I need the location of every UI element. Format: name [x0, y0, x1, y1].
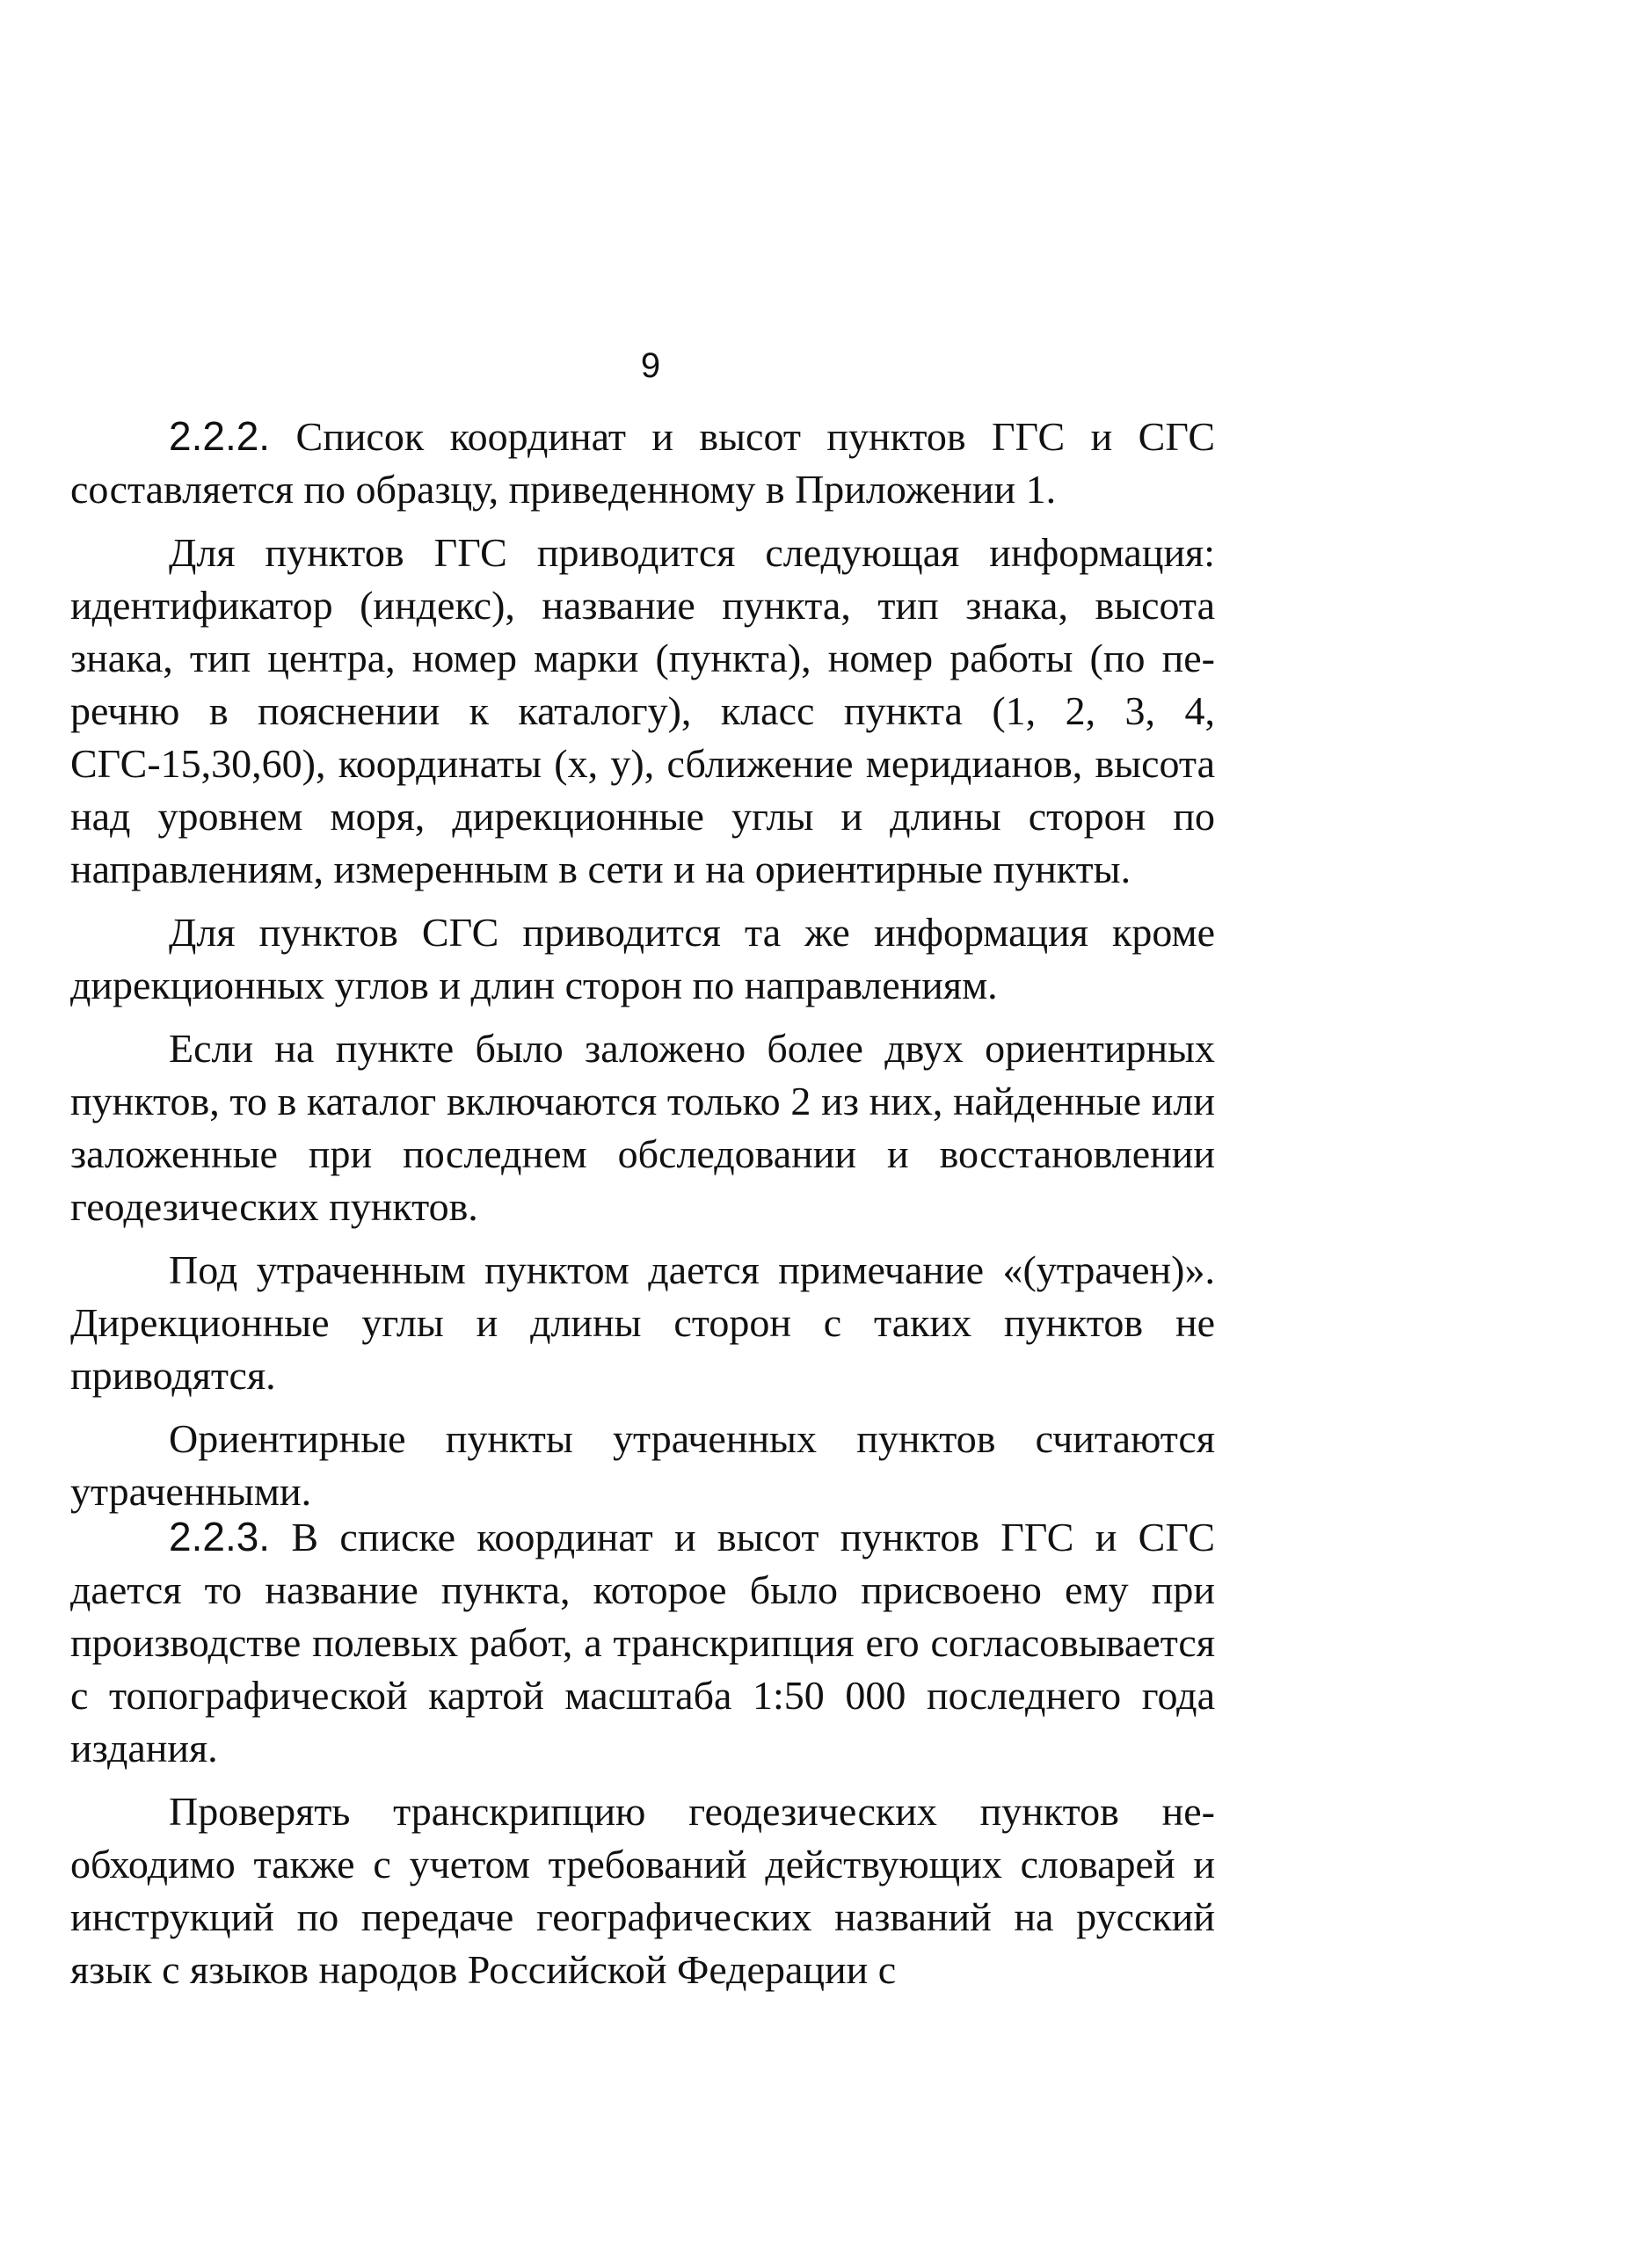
- page-number: 9: [640, 346, 661, 385]
- paragraph: Если на пункте было заложено более двух ориентирных пунктов, то в каталог включаются только 2 из них, найденные или заложенные при последнем обследовании и восстановлении геодезических пунктов.: [70, 1026, 1215, 1229]
- section-2-2-3: [70, 1510, 1215, 2007]
- section-number: 2.2.3.: [169, 1514, 271, 1559]
- paragraph-text: В списке координат и высот пунктов ГГС и СГС дается то название пункта, которое было присвоено ему при производстве полевых работ, а транскрипция его согласовывается с топографической картой масштаба 1:50 000 последнего года издания.: [70, 1515, 1216, 1770]
- paragraph: Для пунктов СГС приводится та же информация кроме дирекционных углов и длин сторон по направлениям.: [70, 910, 1215, 1007]
- section-2-2-2: [70, 410, 1215, 1529]
- paragraph-text: Список координат и высот пунктов ГГС и СГС составляется по образцу, приведенному в Приложении 1.: [70, 414, 1216, 512]
- section-number: 2.2.2.: [169, 413, 271, 459]
- paragraph: [70, 1510, 1215, 1775]
- paragraph: Проверять транскрипцию геодезических пунктов необходимо также с учетом требований действующих словарей и инструкций по передаче географических названий на русский язык с языков народов Российской Федерации с: [70, 1789, 1215, 1992]
- paragraph: Ориентирные пункты утраченных пунктов считаются утраченными.: [70, 1416, 1215, 1514]
- paragraph: Для пунктов ГГС приводится следующая информация: идентификатор (индекс), название пункта, тип знака, высота знака, тип центра, номер марки (пункта), номер работы (по перечню в пояснении к каталогу), класс пункта (1, 2, 3, 4, СГС-15,30,60), координаты (x, y), сближение меридианов, высота над уровнем моря, дирекционные углы и длины сторон по направлениям, измеренным в сети и на ориентирные пункты.: [70, 530, 1215, 891]
- paragraph: Под утраченным пунктом дается примечание «(утрачен)». Дирекционные углы и длины сторон с таких пунктов не приводятся.: [70, 1247, 1215, 1398]
- paragraph: [70, 410, 1215, 516]
